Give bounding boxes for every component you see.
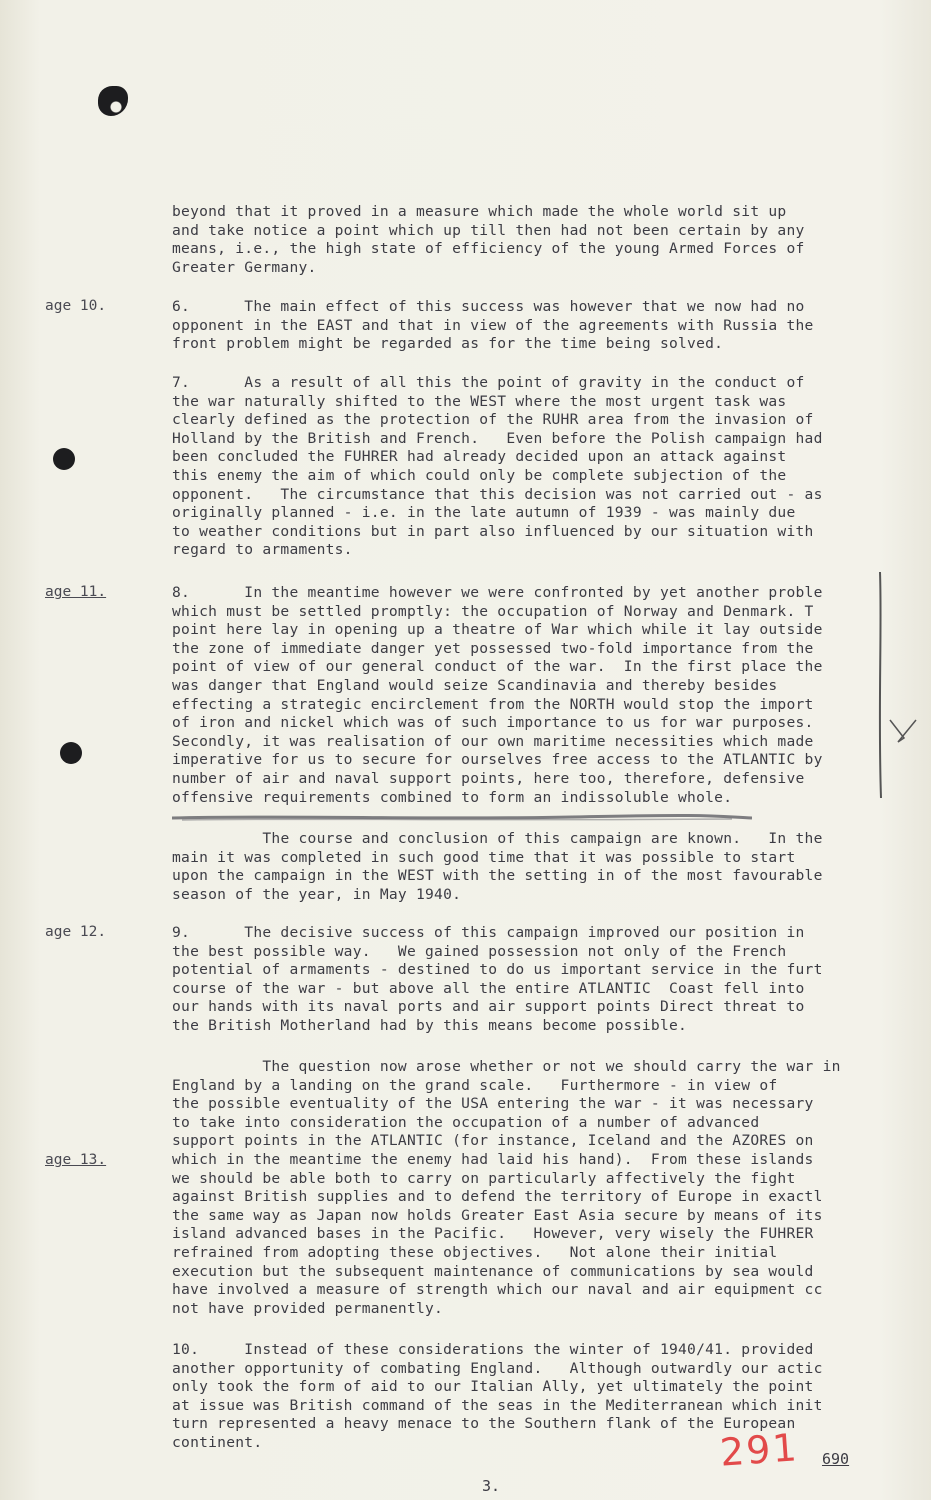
margin-note-page-10: age 10.	[45, 298, 107, 314]
paragraph-10: 10. Instead of these considerations the winter of 1940/41. provided another opportunity of combating England. Although outwardly our actic only took the form of aid to our Italian Ally, yet ultimately the point at issue was British command of the seas in the Mediterranean which init turn represented a heavy menace to the Southern flank of the European continent.	[172, 1341, 823, 1451]
punch-hole-top	[98, 86, 128, 116]
handwritten-red-number: 291	[718, 1425, 800, 1475]
paragraph-9: 9. The decisive success of this campaign improved our position in the best possible way. We gained possession not only of the French potential of armaments - destined to do us important service in the furt course of the war - but above all the entire ATLANTIC Coast fell into our hands with its naval ports and air support points Direct threat to the British Motherland had by this means become possible.	[172, 924, 823, 1034]
paragraph-6: 6. The main effect of this success was however that we now had no opponent in the EAST and that in view of the agreements with Russia the front problem might be regarded as for the time being solved.	[172, 298, 814, 353]
margin-note-page-13: age 13.	[45, 1152, 107, 1168]
archive-number: 690	[822, 1450, 850, 1468]
margin-note-page-11: age 11.	[45, 584, 107, 600]
paragraph-8-continued: The course and conclusion of this campaign are known. In the main it was completed in such good time that it was possible to start upon the campaign in the WEST with the setting in of the most favourable season of the year, in May 1940.	[172, 830, 823, 903]
paragraph-7: 7. As a result of all this the point of gravity in the conduct of the war naturally shifted to the WEST where the most urgent task was clearly defined as the protection of the RUHR area from the invasion of Holland by the British and French. Even before the Polish campaign had been concluded the FUHRER had already decided upon an attack against this enemy the aim of which could only be complete subjection of the opponent. The circumstance that this decision was not carried out - as originally planned - i.e. in the late autumn of 1939 - was mainly due to weather conditions but in part also influenced by our situation with regard to armaments.	[172, 374, 823, 559]
pencil-strike-line	[172, 812, 752, 822]
paragraph-8: 8. In the meantime however we were confronted by yet another proble which must be settled promptly: the occupation of Norway and Denmark. T point here lay in opening up a theatre of War which while it lay outside the zone of immediate danger yet possessed two-fold importance from the point of view of our general conduct of the war. In the first place the was danger that England would seize Scandinavia and thereby besides effecting a strategic encirclement from the NORTH would stop the import of iron and nickel which was of such importance to us for war purposes. Secondly, it was realisation of our own maritime necessities which made imperative for us to secure for ourselves free access to the ATLANTIC by number of air and naval support points, here too, therefore, defensive offensive requirements combined to form an indissoluble whole.	[172, 584, 823, 806]
punch-hole-middle	[53, 448, 75, 470]
punch-hole-lower	[60, 742, 82, 764]
page-number: 3.	[482, 1477, 501, 1495]
margin-note-page-12: age 12.	[45, 924, 107, 940]
paragraph-intro: beyond that it proved in a measure which made the whole world sit up and take notice a point which up till then had not been certain by any means, i.e., the high state of efficiency of the young Armed Forces of Greater Germany.	[172, 203, 805, 276]
paragraph-9-continued: The question now arose whether or not we should carry the war in England by a landing on the grand scale. Furthermore - in view of the possible eventuality of the USA entering the war - it was necessary to take into consideration the occupation of a number of advanced support points in the ATLANTIC (for instance, Iceland and the AZORES on which in the meantime the enemy had laid his hand). From these islands we should be able both to carry on particularly affectively the fight against British supplies and to defend the territory of Europe in exactl the same way as Japan now holds Greater East Asia secure by means of its island advanced bases in the Pacific. However, very wisely the FUHRER refrained from adopting these objectives. Not alone their initial execution but the subsequent maintenance of communications by sea would have involved a measure of strength which our naval and air equipment cc not have provided permanently.	[172, 1058, 841, 1317]
pencil-margin-marks	[860, 570, 920, 800]
